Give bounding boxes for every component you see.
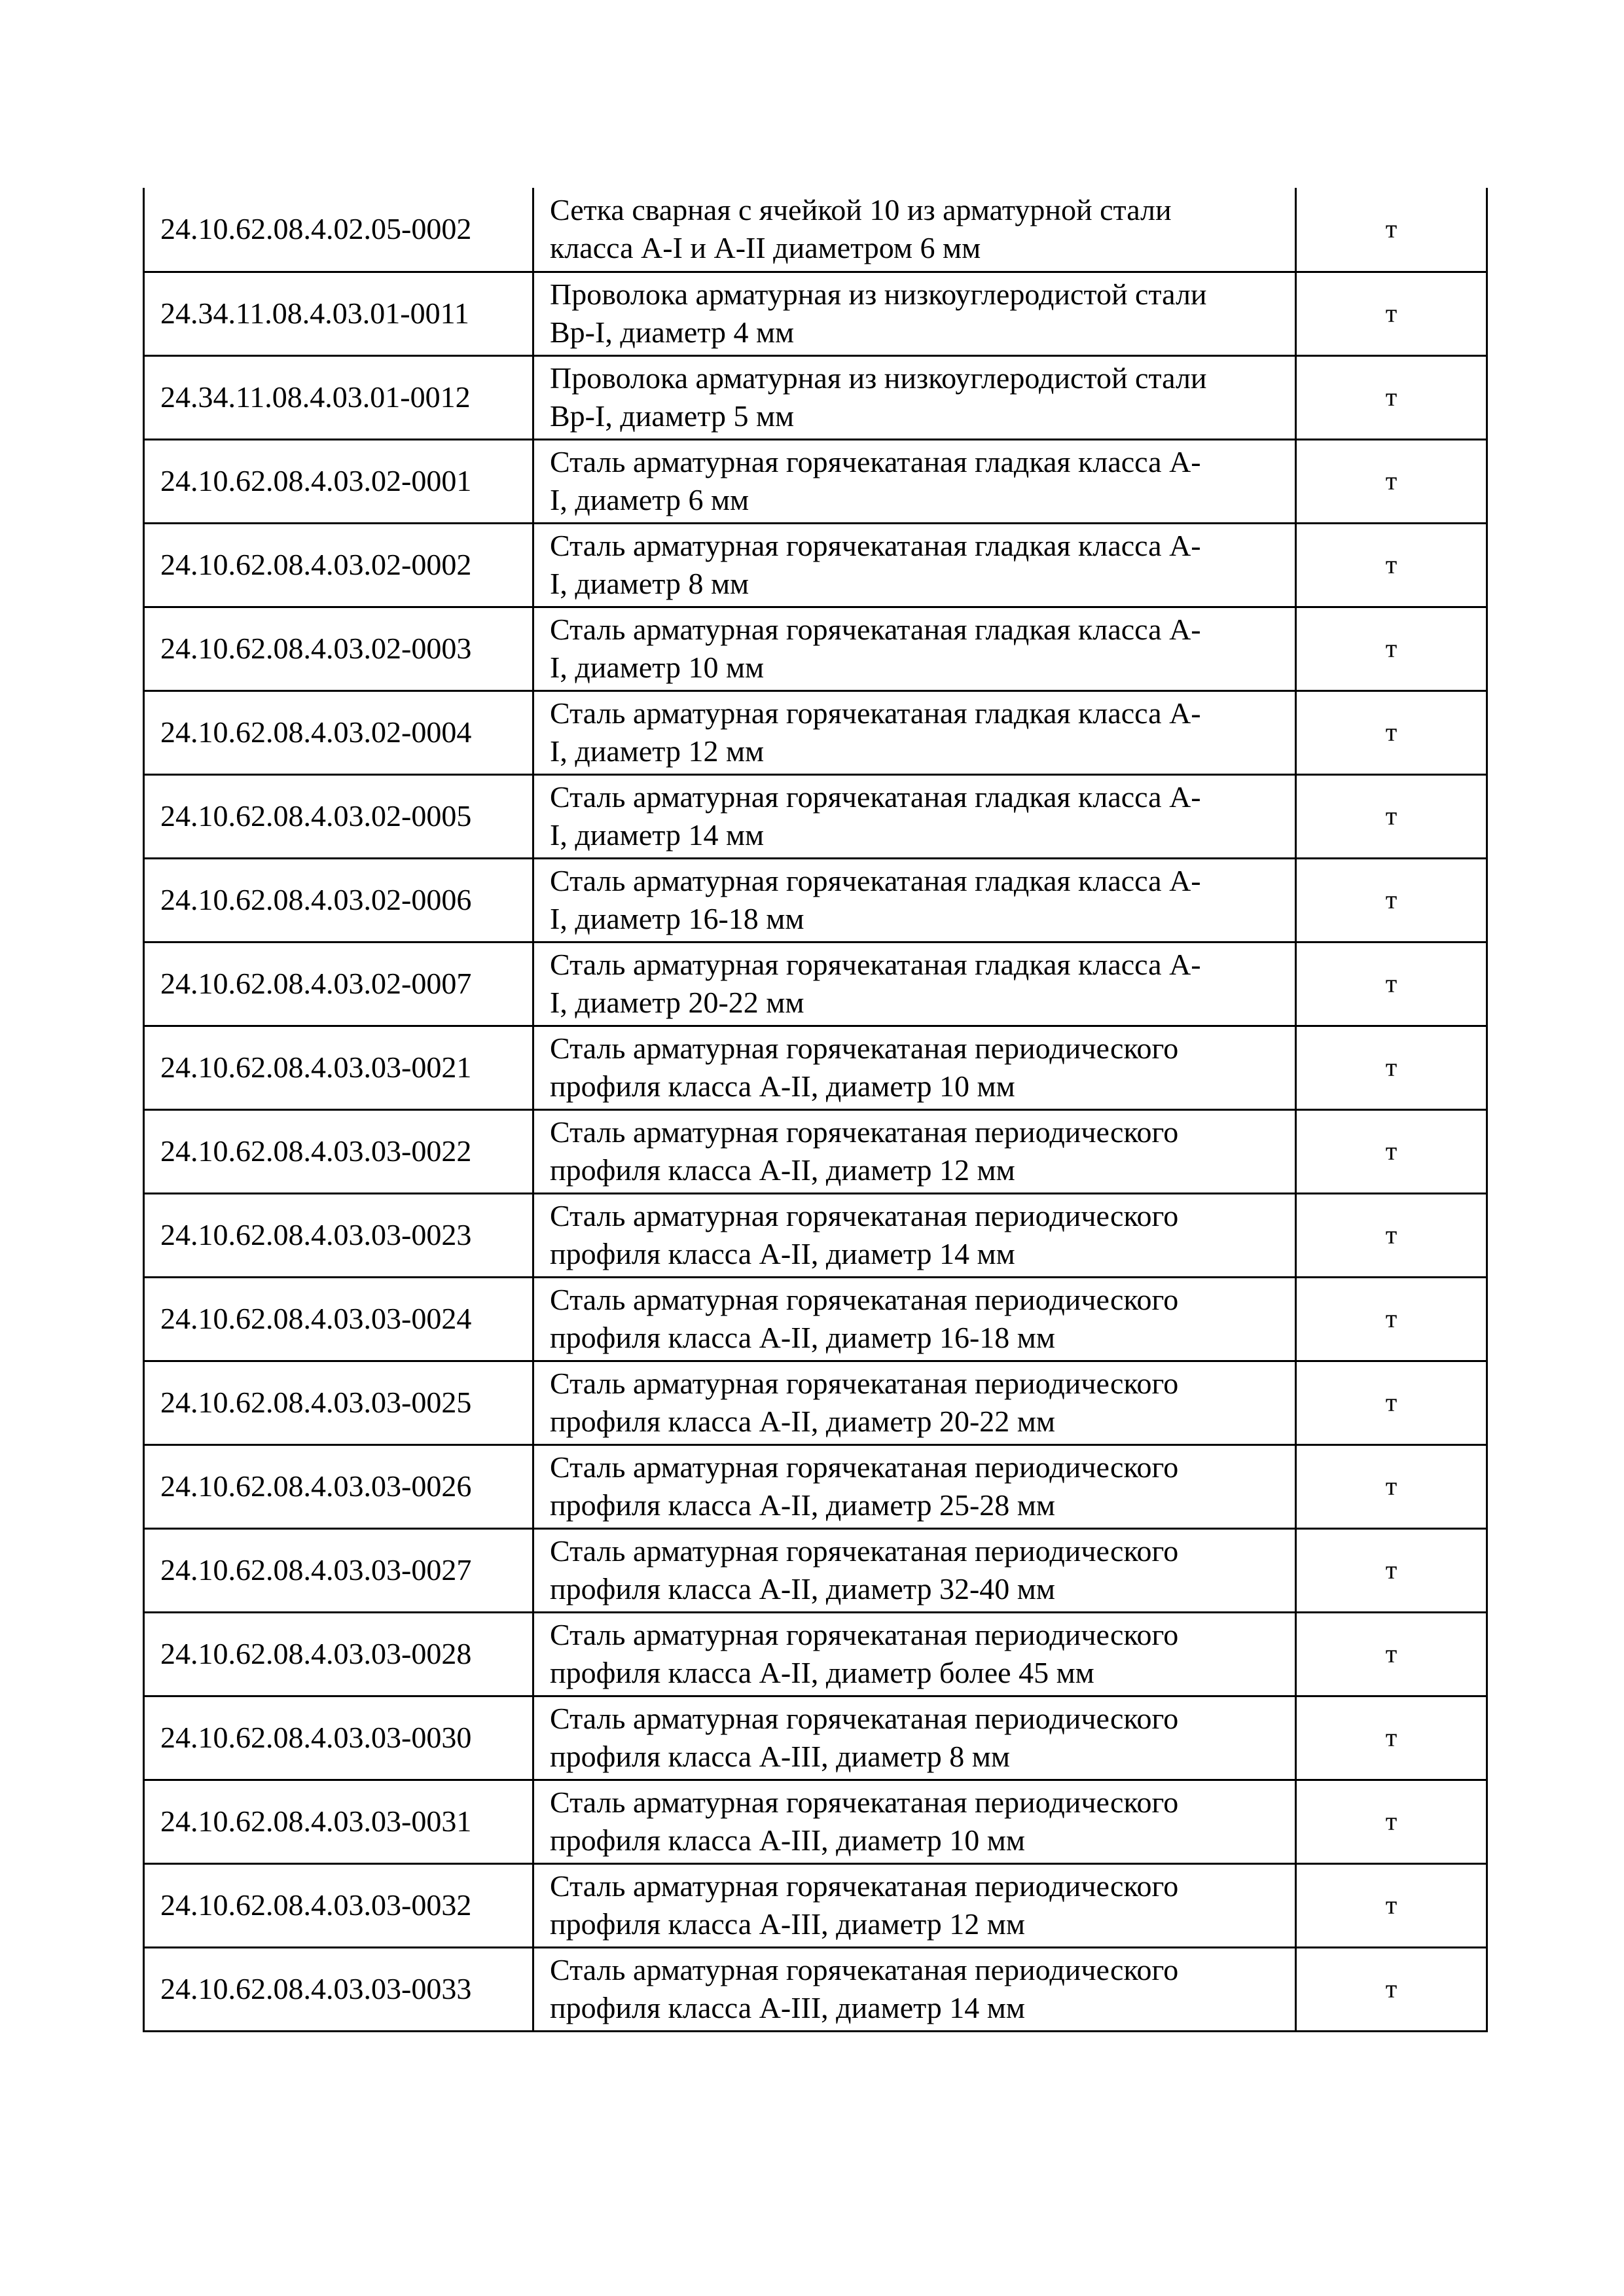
unit-cell: т: [1296, 1780, 1487, 1863]
resource-name-line: I, диаметр 16-18 мм: [550, 902, 804, 935]
resource-name-line: I, диаметр 6 мм: [550, 483, 749, 516]
unit-cell: т: [1296, 1612, 1487, 1696]
unit-cell: т: [1296, 523, 1487, 607]
resource-code-cell: 24.10.62.08.4.03.03-0031: [144, 1780, 533, 1863]
resource-code-cell: 24.10.62.08.4.03.02-0002: [144, 523, 533, 607]
resource-name-cell: [533, 1947, 1296, 2031]
resource-name-line: Сталь арматурная горячекатаная гладкая класса А-: [550, 445, 1201, 478]
resource-code-cell: 24.10.62.08.4.03.03-0024: [144, 1277, 533, 1361]
table-row: [144, 355, 1487, 439]
unit-cell: т: [1296, 1193, 1487, 1277]
resource-code-cell: 24.10.62.08.4.03.03-0025: [144, 1361, 533, 1444]
resource-name-cell: [533, 1612, 1296, 1696]
unit-cell: т: [1296, 1361, 1487, 1444]
unit-cell: т: [1296, 942, 1487, 1026]
materials-table: [143, 188, 1488, 2032]
resource-code-cell: 24.10.62.08.4.03.02-0006: [144, 858, 533, 942]
resource-name-line: профиля класса А-III, диаметр 14 мм: [550, 1991, 1026, 2024]
resource-code-cell: 24.10.62.08.4.03.02-0007: [144, 942, 533, 1026]
resource-name-cell: [533, 1026, 1296, 1109]
table-row: [144, 1780, 1487, 1863]
resource-name-line: Сталь арматурная горячекатаная гладкая класса А-: [550, 529, 1201, 562]
resource-name-line: профиля класса А-III, диаметр 12 мм: [550, 1907, 1026, 1941]
table-row: [144, 439, 1487, 523]
resource-name-cell: [533, 942, 1296, 1026]
table-row: [144, 1277, 1487, 1361]
resource-code-cell: 24.34.11.08.4.03.01-0011: [144, 272, 533, 355]
resource-name-line: профиля класса А-III, диаметр 8 мм: [550, 1740, 1011, 1773]
table-row: [144, 1528, 1487, 1612]
resource-name-line: профиля класса А-II, диаметр 25-28 мм: [550, 1488, 1056, 1522]
table-row: [144, 188, 1487, 272]
resource-code-cell: 24.10.62.08.4.03.02-0004: [144, 691, 533, 774]
unit-cell: т: [1296, 439, 1487, 523]
resource-name-cell: [533, 1109, 1296, 1193]
table-row: [144, 1193, 1487, 1277]
resource-name-line: Сталь арматурная горячекатаная периодического: [550, 1785, 1179, 1819]
table-row: [144, 272, 1487, 355]
resource-name-line: Сталь арматурная горячекатаная гладкая класса А-: [550, 948, 1201, 981]
resource-code-cell: 24.10.62.08.4.03.03-0030: [144, 1696, 533, 1780]
table-row: [144, 1863, 1487, 1947]
unit-cell: т: [1296, 1026, 1487, 1109]
resource-name-line: профиля класса А-II, диаметр 14 мм: [550, 1237, 1015, 1270]
resource-name-line: Сталь арматурная горячекатаная периодического: [550, 1115, 1179, 1149]
materials-table-body: [144, 188, 1487, 2031]
unit-cell: т: [1296, 774, 1487, 858]
resource-name-line: профиля класса А-II, диаметр более 45 мм: [550, 1656, 1094, 1689]
resource-name-line: Проволока арматурная из низкоуглеродистой стали: [550, 361, 1207, 395]
resource-name-cell: [533, 1361, 1296, 1444]
resource-name-cell: [533, 1528, 1296, 1612]
resource-name-cell: [533, 439, 1296, 523]
table-row: [144, 523, 1487, 607]
resource-name-cell: [533, 1277, 1296, 1361]
unit-cell: т: [1296, 355, 1487, 439]
table-row: [144, 607, 1487, 691]
resource-name-line: Сталь арматурная горячекатаная периодического: [550, 1450, 1179, 1484]
unit-cell: т: [1296, 607, 1487, 691]
resource-name-line: класса А-I и А-II диаметром 6 мм: [550, 231, 981, 265]
resource-name-line: Вр-I, диаметр 5 мм: [550, 399, 795, 433]
resource-code-cell: 24.10.62.08.4.03.03-0032: [144, 1863, 533, 1947]
resource-name-line: I, диаметр 12 мм: [550, 734, 765, 768]
resource-code-cell: 24.10.62.08.4.02.05-0002: [144, 188, 533, 272]
resource-name-cell: [533, 188, 1296, 272]
resource-name-line: Сталь арматурная горячекатаная периодического: [550, 1618, 1179, 1651]
resource-name-cell: [533, 272, 1296, 355]
resource-name-cell: [533, 1780, 1296, 1863]
resource-name-cell: [533, 355, 1296, 439]
resource-name-line: I, диаметр 20-22 мм: [550, 986, 804, 1019]
resource-name-cell: [533, 607, 1296, 691]
resource-name-line: Сталь арматурная горячекатаная периодического: [550, 1199, 1179, 1232]
unit-cell: т: [1296, 272, 1487, 355]
resource-name-cell: [533, 691, 1296, 774]
resource-name-line: Сталь арматурная горячекатаная периодического: [550, 1367, 1179, 1400]
resource-name-line: Сталь арматурная горячекатаная периодического: [550, 1702, 1179, 1735]
table-row: [144, 1444, 1487, 1528]
resource-name-line: Проволока арматурная из низкоуглеродистой стали: [550, 278, 1207, 311]
unit-cell: т: [1296, 1109, 1487, 1193]
unit-cell: т: [1296, 1444, 1487, 1528]
resource-name-cell: [533, 1696, 1296, 1780]
table-row: [144, 858, 1487, 942]
resource-name-line: профиля класса А-II, диаметр 10 мм: [550, 1069, 1015, 1103]
resource-name-line: Сталь арматурная горячекатаная периодического: [550, 1283, 1179, 1316]
resource-name-line: Сталь арматурная горячекатаная периодического: [550, 1031, 1179, 1065]
resource-name-line: Сталь арматурная горячекатаная гладкая класса А-: [550, 864, 1201, 897]
resource-name-line: профиля класса А-II, диаметр 20-22 мм: [550, 1405, 1056, 1438]
resource-name-line: I, диаметр 10 мм: [550, 651, 765, 684]
resource-name-line: Вр-I, диаметр 4 мм: [550, 315, 795, 349]
resource-name-line: профиля класса А-III, диаметр 10 мм: [550, 1823, 1026, 1857]
resource-name-cell: [533, 1444, 1296, 1528]
resource-name-line: I, диаметр 14 мм: [550, 818, 765, 852]
unit-cell: т: [1296, 188, 1487, 272]
table-row: [144, 1109, 1487, 1193]
resource-name-line: профиля класса А-II, диаметр 32-40 мм: [550, 1572, 1056, 1605]
resource-name-line: Сталь арматурная горячекатаная гладкая класса А-: [550, 613, 1201, 646]
table-row: [144, 1026, 1487, 1109]
unit-cell: т: [1296, 1696, 1487, 1780]
resource-name-line: профиля класса А-II, диаметр 16-18 мм: [550, 1321, 1056, 1354]
unit-cell: т: [1296, 858, 1487, 942]
resource-code-cell: 24.10.62.08.4.03.02-0005: [144, 774, 533, 858]
resource-code-cell: 24.10.62.08.4.03.03-0022: [144, 1109, 533, 1193]
resource-name-cell: [533, 774, 1296, 858]
resource-code-cell: 24.10.62.08.4.03.02-0003: [144, 607, 533, 691]
resource-name-line: I, диаметр 8 мм: [550, 567, 749, 600]
table-row: [144, 1361, 1487, 1444]
resource-code-cell: 24.34.11.08.4.03.01-0012: [144, 355, 533, 439]
table-row: [144, 1696, 1487, 1780]
resource-name-line: Сталь арматурная горячекатаная гладкая класса А-: [550, 780, 1201, 814]
unit-cell: т: [1296, 1528, 1487, 1612]
unit-cell: т: [1296, 1947, 1487, 2031]
resource-code-cell: 24.10.62.08.4.03.02-0001: [144, 439, 533, 523]
unit-cell: т: [1296, 1277, 1487, 1361]
resource-code-cell: 24.10.62.08.4.03.03-0028: [144, 1612, 533, 1696]
resource-code-cell: 24.10.62.08.4.03.03-0026: [144, 1444, 533, 1528]
table-row: [144, 774, 1487, 858]
unit-cell: т: [1296, 691, 1487, 774]
table-row: [144, 691, 1487, 774]
table-row: [144, 942, 1487, 1026]
resource-code-cell: 24.10.62.08.4.03.03-0023: [144, 1193, 533, 1277]
resource-code-cell: 24.10.62.08.4.03.03-0033: [144, 1947, 533, 2031]
resource-name-line: Сталь арматурная горячекатаная периодического: [550, 1869, 1179, 1903]
unit-cell: т: [1296, 1863, 1487, 1947]
table-row: [144, 1612, 1487, 1696]
resource-name-cell: [533, 1863, 1296, 1947]
resource-code-cell: 24.10.62.08.4.03.03-0027: [144, 1528, 533, 1612]
resource-code-cell: 24.10.62.08.4.03.03-0021: [144, 1026, 533, 1109]
resource-name-cell: [533, 523, 1296, 607]
resource-name-line: профиля класса А-II, диаметр 12 мм: [550, 1153, 1015, 1187]
resource-name-cell: [533, 1193, 1296, 1277]
resource-name-cell: [533, 858, 1296, 942]
resource-name-line: Сталь арматурная горячекатаная периодического: [550, 1953, 1179, 1986]
resource-name-line: Сталь арматурная горячекатаная гладкая класса А-: [550, 696, 1201, 730]
resource-name-line: Сталь арматурная горячекатаная периодического: [550, 1534, 1179, 1568]
resource-name-line: Сетка сварная с ячейкой 10 из арматурной стали: [550, 193, 1172, 227]
table-row: [144, 1947, 1487, 2031]
